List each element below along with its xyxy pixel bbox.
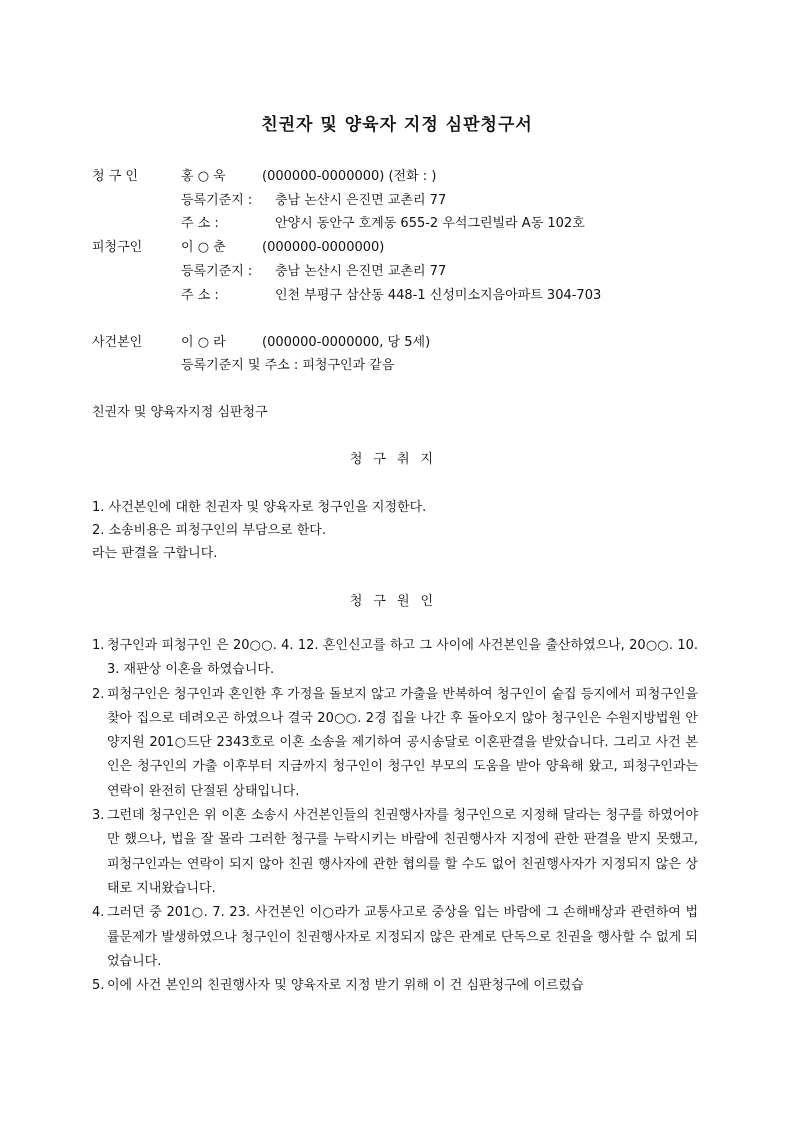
respondent-address-label: 주 소 : [181, 288, 219, 303]
claimant-role-label: 청 구 인 [92, 169, 138, 184]
cause-item-number: 5. [92, 978, 105, 994]
claimant-name: 홍 ○ 욱 [181, 169, 226, 184]
cause-item [92, 804, 698, 901]
respondent-id: (000000-0000000) [262, 240, 385, 255]
purpose-heading: 청구취지 [349, 452, 445, 467]
respondent-name: 이 ○ 춘 [181, 240, 226, 255]
case-name: 친권자 및 양육자지정 심판청구 [92, 405, 268, 420]
cause-item-number: 3. [92, 808, 105, 824]
claimant-registration-label: 등록기준지 : [181, 193, 253, 208]
purpose-item-2: 2. 소송비용은 피청구인의 부담으로 한다. [92, 523, 326, 538]
cause-item [92, 901, 698, 974]
principal-role-label: 사건본인 [92, 335, 143, 350]
cause-item [92, 683, 698, 804]
cause-item-number: 4. [92, 905, 105, 921]
cause-item-text: 피청구인은 청구인과 혼인한 후 가정을 돌보지 않고 가출을 반복하여 청구인이 숱집 등지에서 피청구인을 찾아 집으로 데려오곤 하였으나 결국 20○○. 2경 집을 나간 후 돌아오지 않아 청구인은 수원지방법원 안양지원 201○드단 2343호로 이혼 소송을 제기하여 공시송달로 이혼판결을 받았습니다. 그리고 사건 본인은 청구인의 가출 이후부터 지금까지 청구인이 청구인 부모의 도움을 받아 양육해 왔고, 피청구인과는 연락이 완전히 단절된 상태입니다. [107, 686, 698, 799]
cause-item [92, 634, 698, 683]
cause-item-number: 2. [92, 686, 105, 702]
principal-id: (000000-0000000, 당 5세) [262, 335, 431, 350]
respondent-registration-label: 등록기준지 : [181, 264, 253, 279]
cause-item [92, 974, 698, 998]
cause-item-text: 청구인과 피청구인 은 20○○. 4. 12. 혼인신고를 하고 그 사이에 사건본인을 출산하였으나, 20○○. 10. 3. 재판상 이혼을 하였습니다. [107, 638, 698, 678]
respondent-address-value: 인천 부평구 삼산동 448-1 신성미소지음아파트 304-703 [275, 288, 602, 303]
cause-heading: 청구원인 [349, 594, 445, 609]
claimant-address-label: 주 소 : [181, 216, 219, 231]
purpose-item-1: 1. 사건본인에 대한 친권자 및 양육자로 청구인을 지정한다. [92, 500, 427, 515]
principal-registration: 등록기준지 및 주소 : 피청구인과 같음 [181, 358, 395, 373]
cause-list [92, 634, 698, 998]
respondent-registration-value: 충남 논산시 은진면 교촌리 77 [275, 264, 447, 279]
purpose-closing: 라는 판결을 구합니다. [92, 546, 218, 561]
document-title: 친권자 및 양육자 지정 심판청구서 [261, 115, 533, 135]
cause-item-number: 1. [92, 638, 105, 653]
claimant-registration-value: 충남 논산시 은진면 교촌리 77 [275, 193, 447, 208]
respondent-role-label: 피청구인 [92, 240, 143, 255]
cause-item-text: 이에 사건 본인의 친권행사자 및 양육자로 지정 받기 위해 이 건 심판청구에 이르렀습 [107, 978, 584, 994]
claimant-id-phone: (000000-0000000) (전화 : ) [262, 169, 437, 184]
principal-name: 이 ○ 라 [181, 335, 226, 350]
claimant-address-value: 안양시 동안구 호계동 655-2 우석그린빌라 A동 102호 [275, 216, 585, 231]
cause-item-text: 그런데 청구인은 위 이혼 소송시 사건본인들의 친권행사자를 청구인으로 지정해 달라는 청구를 하였어야만 했으나, 법을 잘 몰라 그러한 청구를 누락시키는 바람에 친권행사자 지정에 관한 판결을 받지 못했고, 피청구인과는 연락이 되지 않아 친권 행사자에 관한 협의를 할 수도 없어 친권행사자가 지정되지 않은 상태로 지내왔습니다. [107, 808, 698, 896]
cause-item-text: 그러던 중 201○. 7. 23. 사건본인 이○라가 교통사고로 중상을 입는 바람에 그 손해배상과 관련하여 법률문제가 발생하였으나 청구인이 친권행사자로 지정되지 않은 관계로 단독으로 친권을 행사할 수 없게 되었습니다. [107, 905, 698, 969]
